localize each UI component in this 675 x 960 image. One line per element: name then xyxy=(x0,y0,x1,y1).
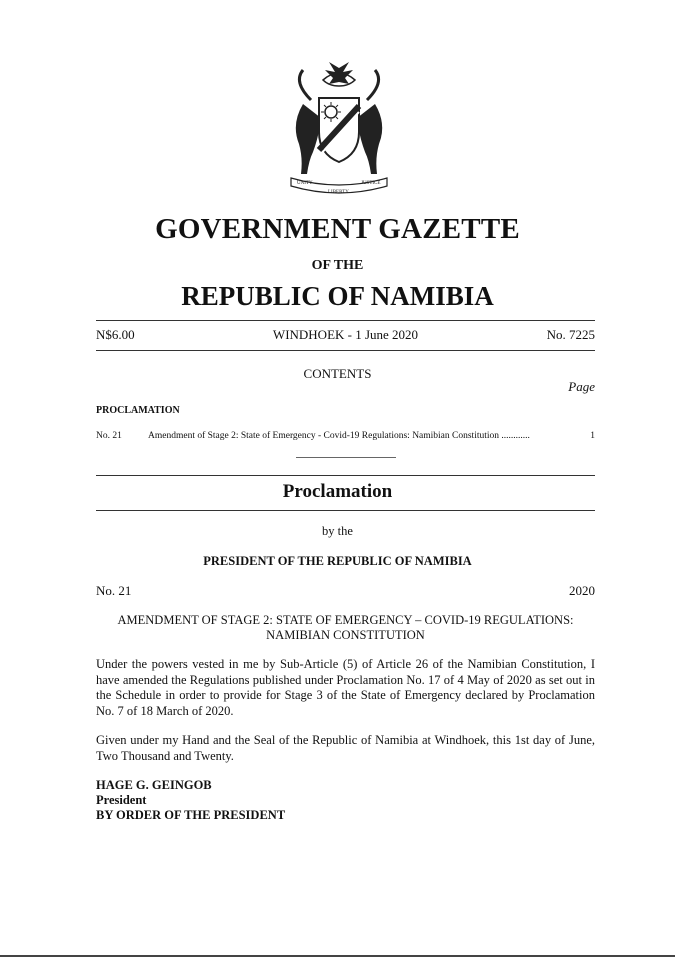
contents-section-heading: PROCLAMATION xyxy=(96,405,180,416)
svg-text:LIBERTY: LIBERTY xyxy=(328,190,349,195)
proclamation-rule-bottom xyxy=(96,510,595,511)
coat-of-arms-icon xyxy=(283,60,395,198)
signatory-name: HAGE G. GEINGOB xyxy=(96,778,212,792)
proclamation-number-row xyxy=(96,583,595,599)
amendment-heading-line2: NAMIBIAN CONSTITUTION xyxy=(266,628,425,642)
gazette-title: GOVERNMENT GAZETTE xyxy=(155,213,520,245)
issue-info-row xyxy=(96,327,595,343)
header-rule-bottom xyxy=(96,350,595,351)
issuer-heading: PRESIDENT OF THE REPUBLIC OF NAMIBIA xyxy=(203,554,472,568)
contents-item-number: No. 21 xyxy=(96,431,122,441)
proclamation-title: Proclamation xyxy=(282,481,393,502)
amendment-heading-line1: AMENDMENT OF STAGE 2: STATE OF EMERGENCY – COVID-19 REGULATIONS: xyxy=(117,613,574,627)
contents-heading: CONTENTS xyxy=(303,366,372,381)
proclamation-year: 2020 xyxy=(569,583,595,598)
amendment-heading xyxy=(96,613,595,643)
contents-end-rule xyxy=(296,457,396,458)
of-the-label: OF THE xyxy=(311,258,364,273)
issue-place-date: WINDHOEK - 1 June 2020 xyxy=(272,327,419,342)
header-rule-top xyxy=(96,320,595,321)
by-the-label: by the xyxy=(322,524,353,538)
svg-text:UNITY: UNITY xyxy=(297,181,313,186)
contents-item xyxy=(96,431,595,445)
body-paragraph-1: Under the powers vested in me by Sub-Article (5) of Article 26 of the Namibian Constitution, I have amended the Regulations published under Proclamation No. 17 of 4 May of 2020 as set out in the Schedule in order to provide for Stage 3 of the State of Emergency declared by Proclamation No. 7 of 18 March of 2020. xyxy=(96,657,595,718)
svg-text:JUSTICE: JUSTICE xyxy=(361,181,381,186)
body-paragraph-2: Given under my Hand and the Seal of the Republic of Namibia at Windhoek, this 1st day of June, Two Thousand and Twenty. xyxy=(96,733,595,763)
page-column-label: Page xyxy=(568,379,595,394)
issue-number: No. 7225 xyxy=(546,327,595,342)
page-bottom-edge xyxy=(0,955,675,957)
signatory-title: President xyxy=(96,793,147,807)
order-line: BY ORDER OF THE PRESIDENT xyxy=(96,808,286,822)
proclamation-number: No. 21 xyxy=(96,583,132,598)
republic-title: REPUBLIC OF NAMIBIA xyxy=(181,281,494,311)
contents-item-description: Amendment of Stage 2: State of Emergency - Covid-19 Regulations: Namibian Constitution ............ xyxy=(148,431,530,441)
contents-item-page: 1 xyxy=(590,431,595,441)
proclamation-rule-top xyxy=(96,475,595,476)
issue-price: N$6.00 xyxy=(96,327,135,342)
